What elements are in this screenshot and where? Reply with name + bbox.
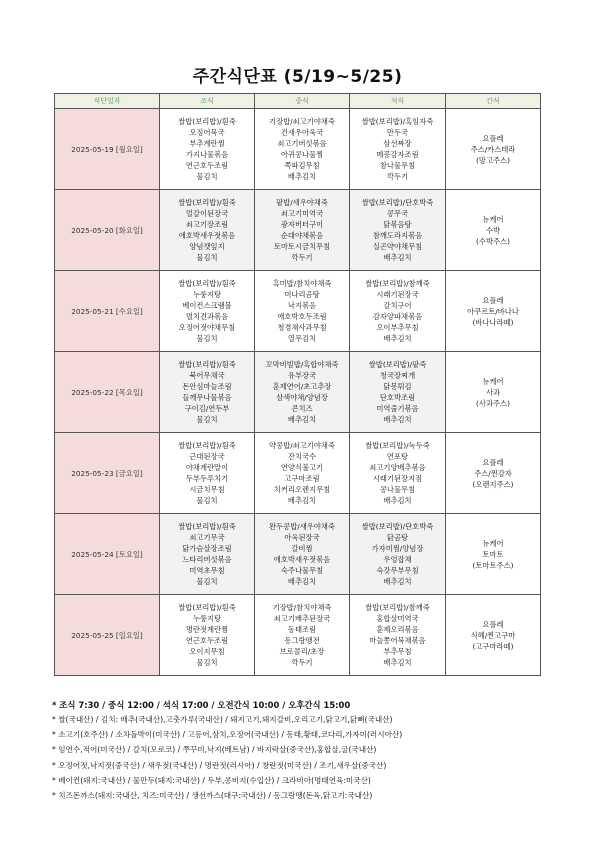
menu-item: 열무김치 [287,334,317,343]
menu-item: 배추김치 [383,253,412,262]
menu-item: 연근호두조림 [185,636,229,645]
date-cell: 2025-05-21 [수요일] [55,271,160,352]
menu-item: 시래기된장국 [376,290,419,299]
origin-note: * 베이컨(돼지:국내산) / 물만두(돼지:국내산) / 두부,콩비지(수입산) / 크라비아(명태연육:미국산) [52,775,371,785]
menu-item: 쌀밥(보리밥)/흰죽 [178,198,236,207]
breakfast-cell [160,109,255,190]
menu-item: 배추김치 [287,172,317,181]
date-cell: 2025-05-22 [목요일] [55,352,160,433]
breakfast-cell [160,190,255,271]
menu-item: 쌀밥(보리밥)/흑임자죽 [361,117,434,126]
snack-cell [446,271,541,352]
snack-cell [446,514,541,595]
menu-item: 쌀밥(보리밥)/흰죽 [178,117,236,126]
menu-item: 물김치 [196,577,218,586]
menu-item: 쇠고기양배추볶음 [369,463,426,472]
breakfast-cell [160,595,255,676]
table-row [55,433,541,514]
menu-item: 쌀밥(보리밥)/흰죽 [178,603,236,612]
menu-item: 우엉잡채 [383,555,412,564]
dinner-cell [350,595,446,676]
lunch-cell [255,433,350,514]
menu-item: 잔치국수 [287,452,317,461]
snack-item: 요플레 [482,457,504,467]
menu-item: 쌀밥(보리밥)/흰죽 [178,279,236,288]
menu-item: 훈제연어/초고추장 [272,382,332,391]
snack-cell [446,352,541,433]
lunch-cell [255,514,350,595]
menu-item: 북어무채국 [189,371,225,380]
header-lunch: 중식 [255,94,350,109]
origin-list [52,712,552,803]
menu-item: 기장밥/참치야채죽 [272,603,332,612]
snack-item: (오렌지주스) [472,479,514,489]
menu-item: 아욱된장국 [284,533,320,542]
menu-item: 깍두기 [291,658,313,667]
dinner-cell [350,190,446,271]
menu-item: 근대된장국 [189,452,225,461]
menu-item: 배추김치 [287,415,317,424]
menu-item: 숙주나물무침 [280,566,324,575]
menu-item: 쇠고기무국 [189,533,225,542]
menu-item: 참깨도라지볶음 [372,231,423,240]
page-title: 주간식단표 (5/19~5/25) [192,67,403,87]
menu-item: 가자미찜/양념장 [371,544,424,553]
menu-item: 두부두루치기 [185,474,229,483]
menu-item: 콩나물무침 [379,485,416,494]
menu-item: 광자버터구이 [280,220,324,229]
menu-item: 브로콜리/초장 [279,647,325,656]
menu-item: 배추김치 [383,577,412,586]
menu-item: 돈안심마늘조림 [182,382,232,391]
menu-item: 깍두기 [291,253,313,262]
menu-item: 느타리버섯볶음 [182,555,232,564]
menu-item: 닭가슴살장조림 [182,544,232,553]
menu-item: 미나리곰탕 [284,290,320,299]
menu-item: 메꽁감자조림 [376,150,419,159]
snack-item: 뉴케어 [482,376,504,386]
menu-item: 훈제오리볶음 [376,625,419,634]
menu-item: 삼선짜장 [383,139,412,148]
notes-section [52,698,552,803]
menu-item: 미역초무침 [189,566,225,575]
dinner-cell [350,271,446,352]
origin-note: * 소고기(호주산) / 소차돌박이(미국산) / 고등어,삼치,오징어(국내산) / 동태,황태,코다리,가자미(러시아산) [52,730,403,740]
menu-item: 치커리오렌지무침 [273,485,331,494]
menu-item: 물김치 [196,658,218,667]
menu-item: 연양식불고기 [280,463,324,472]
date-cell: 2025-05-19 [월요일] [55,109,160,190]
menu-item: 고구마조림 [284,474,320,483]
meal-hours: * 조식 7:30 / 중식 12:00 / 석식 17:00 / 오전간식 10:00 / 오후간식 15:00 [52,700,351,710]
menu-item: 배추김치 [383,415,412,424]
menu-item: 배추김치 [383,658,412,667]
snack-item: (고구마라떼) [472,641,514,651]
menu-item: 쌀밥(보리밥)/흰죽 [178,522,236,531]
menu-item: 갈치구이 [383,301,412,310]
snack-item: 요플레 [482,133,504,143]
header-dinner: 석식 [350,94,446,109]
table-row [55,352,541,433]
snack-item: 식혜/찐고구마 [470,630,516,640]
menu-item: 애호박새우젓볶음 [178,231,236,240]
snack-cell [446,433,541,514]
lunch-cell [255,352,350,433]
menu-item: 쌀밥(보리밥)/팥죽 [368,360,427,369]
menu-item: 닭곰탕 [386,533,409,542]
menu-item: 쇠고기장조림 [185,220,229,229]
table-row [55,271,541,352]
snack-item: 아쿠르트/바나나 [467,306,519,316]
menu-item: 배추김치 [383,334,412,343]
menu-item: 쪽파김무침 [284,161,320,170]
snack-item: 수박 [485,225,501,235]
menu-item: 시금치무침 [189,485,225,494]
lunch-cell [255,109,350,190]
menu-item: 동태조림 [287,625,317,634]
table-row [55,190,541,271]
snack-item: 주스/찐감자 [474,468,512,478]
origin-note: * 치즈돈까스(돼지:국내산, 치즈:미국산) / 생선까스(대구:국내산) / 동그랑땡(돈육,닭고기:국내산) [52,790,373,800]
menu-item: 갈비찜 [291,544,313,553]
snack-item: (수박주스) [476,236,510,246]
menu-item: 얼갈이된장국 [185,209,229,218]
menu-item: 베이컨스크램블 [182,301,232,310]
menu-item: 명란젓계란찜 [185,625,229,634]
lunch-cell [255,595,350,676]
menu-item: 구이김/연두부 [184,404,230,413]
menu-item: 청국장찌개 [379,371,416,380]
snack-cell [446,190,541,271]
menu-item: 실곤약야채무침 [372,242,423,251]
origin-note: * 오징어젓,낙지젓(중국산) / 새우젓(국내산) / 명란젓(러시아) / 창란젓(미국산) / 조기,새우살(중국산) [52,760,387,770]
menu-item: 야채계란말이 [185,463,229,472]
menu-item: 연포탕 [386,452,409,461]
origin-note: * 임연수,적어(미국산) / 갈치(모로코) / 쭈꾸미,낙지(베트남) / 바지락살(중국산),홍합살,굴(국내산) [52,745,377,755]
breakfast-cell [160,271,255,352]
menu-item: 물김치 [196,172,218,181]
menu-item: 배추김치 [287,496,317,505]
menu-item: 삼색야채/양념장 [276,393,328,402]
menu-item: 시래기된장지짐 [372,474,423,483]
menu-item: 물김치 [196,496,218,505]
menu-item: 콩무국 [386,209,409,218]
menu-item: 건새우아욱국 [280,128,324,137]
menu-item: 쇠고기미역국 [280,209,324,218]
menu-item: 닭봉튀김 [383,382,412,391]
menu-item: 순대야채볶음 [280,231,324,240]
menu-item: 참나물무침 [379,161,416,170]
lunch-cell [255,190,350,271]
menu-item: 청경채사과무침 [277,323,327,332]
menu-item: 부추계란찜 [189,139,225,148]
header-date: 식단일자 [55,94,160,109]
menu-item: 숙갓무부무침 [376,566,419,575]
snack-item: (바나나라떼) [472,317,514,327]
menu-item: 토마토시금치무침 [273,242,331,251]
snack-item: 뉴케어 [482,538,504,548]
menu-item: 애호박새우젓볶음 [273,555,331,564]
dinner-cell [350,433,446,514]
snack-item: 사과 [485,387,501,397]
menu-item: 기장밥/쇠고기야채죽 [269,117,335,126]
snack-item: (사과주스) [476,398,510,408]
dinner-cell [350,109,446,190]
menu-item: 물김치 [196,415,218,424]
snack-item: (토마토주스) [472,560,514,570]
menu-item: 배추김치 [287,577,317,586]
menu-item: 물김치 [196,253,218,262]
menu-item: 약콩밥/쇠고기야채죽 [269,441,335,450]
menu-item: 오이지무침 [189,647,225,656]
menu-body [55,109,541,676]
breakfast-cell [160,514,255,595]
snack-item: 뉴케어 [482,214,504,224]
menu-item: 누룽지탕 [192,290,222,299]
breakfast-cell [160,433,255,514]
menu-item: 동그랑땡전 [284,636,320,645]
snack-item: (망고주스) [476,155,510,165]
menu-item: 마늘쫑어묵채볶음 [369,636,426,645]
menu-item: 쇠고기배추된장국 [273,614,331,623]
menu-item: 애호박호두조림 [277,312,327,321]
date-cell: 2025-05-25 [일요일] [55,595,160,676]
menu-item: 오이부추무침 [376,323,419,332]
date-cell: 2025-05-23 [금요일] [55,433,160,514]
menu-item: 쌀밥(보리밥)/녹두죽 [365,441,430,450]
menu-item: 쌀밥(보리밥)/흰죽 [178,441,236,450]
menu-item: 누룽지탕 [192,614,222,623]
menu-item: 물김치 [196,334,218,343]
menu-item: 쌀밥(보리밥)/흰죽 [178,360,236,369]
menu-item: 유부장국 [287,371,317,380]
table-row [55,595,541,676]
breakfast-cell [160,352,255,433]
menu-item: 부추무침 [383,647,412,656]
snack-item: 요플레 [482,295,504,305]
menu-item: 꼬막비빔밥/흑합야채죽 [265,360,339,369]
menu-item: 팥밥/새우야채죽 [276,198,328,207]
menu-item: 미역줄기볶음 [376,404,419,413]
date-cell: 2025-05-24 [토요일] [55,514,160,595]
weekly-menu-table [54,93,541,676]
menu-item: 쌀밥(보리밥)/단호박죽 [361,198,434,207]
menu-item: 쌀밥(보리밥)/참깨죽 [365,603,430,612]
dinner-cell [350,352,446,433]
menu-item: 단호박조림 [379,393,416,402]
menu-item: 양념깻잎지 [189,242,225,251]
snack-item: 주스/카스테라 [470,144,516,154]
menu-item: 가지나물볶음 [185,150,229,159]
menu-item: 아귀콩나물찜 [280,150,324,159]
menu-item: 쌀밥(보리밥)/참깨죽 [365,279,430,288]
menu-item: 쇠고기버섯볶음 [277,139,327,148]
snack-cell [446,109,541,190]
table-header-row [55,94,541,109]
table-row [55,109,541,190]
date-cell: 2025-05-20 [화요일] [55,190,160,271]
lunch-cell [255,271,350,352]
table-row [55,514,541,595]
snack-item: 토마토 [482,549,504,559]
menu-item: 들깨무나물볶음 [182,393,232,402]
header-snack: 간식 [446,94,541,109]
origin-note: * 쌀(국내산) / 김치: 배추(국내산),고춧가루(국내산) / 돼지고기,돼지갈비,오리고기,닭고기,닭뼈(국내산) [52,715,393,724]
menu-item: 연근호두조림 [185,161,229,170]
menu-item: 오징어묵국 [189,128,225,137]
menu-item: 낙지볶음 [287,301,317,310]
menu-item: 배추김치 [383,496,412,505]
menu-item: 감자양파채볶음 [372,312,423,321]
dinner-cell [350,514,446,595]
menu-item: 만두국 [386,128,409,137]
menu-item: 흑미밥/참치야채죽 [272,279,332,288]
menu-item: 오징어젓야채무침 [178,323,236,332]
menu-item: 닭볶음탕 [383,220,412,229]
snack-item: 요플레 [482,619,504,629]
header-breakfast: 조식 [160,94,255,109]
menu-item: 콘치즈 [291,404,313,413]
menu-item: 홍합살미역국 [376,614,419,623]
menu-item: 멸치견과볶음 [185,312,229,321]
menu-item: 완두콩밥/새우야채죽 [269,522,335,531]
menu-item: 쌀밥(보리밥)/단호박죽 [361,522,434,531]
menu-item: 깍두기 [386,172,409,181]
snack-cell [446,595,541,676]
